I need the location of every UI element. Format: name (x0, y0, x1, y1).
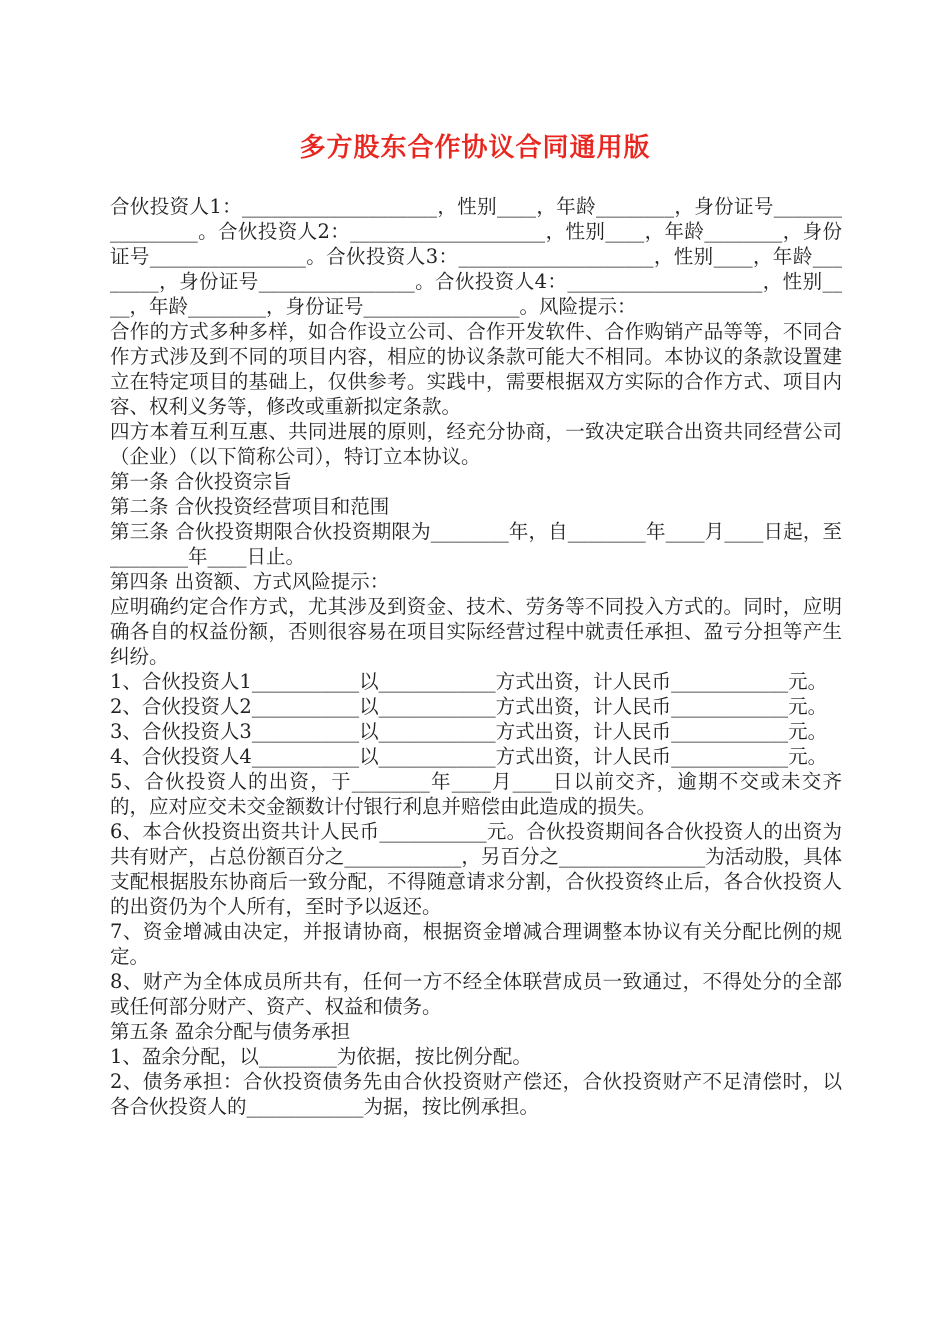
article-4-item-3: 3、合伙投资人3___________以____________方式出资，计人民币____________元。 (110, 720, 828, 743)
article-5-item-2: 2、债务承担：合伙投资债务先由合伙投资财产偿还，合伙投资财产不足清偿时，以各合伙投资人的____________为据，按比例承担。 (110, 1070, 842, 1118)
paragraph-preamble: 四方本着互利互惠、共同进展的原则，经充分协商，一致决定联合出资共同经营公司（企业）（以下简称公司），特订立本协议。 (110, 420, 842, 468)
article-5-item-1: 1、盈余分配，以________为依据，按比例分配。 (110, 1045, 532, 1068)
document-body (110, 194, 842, 1119)
article-4-item-7: 7、资金增减由决定，并报请协商，根据资金增减合理调整本协议有关分配比例的规定。 (110, 920, 842, 968)
paragraph-risk-note: 合作的方式多种多样，如合作设立公司、合作开发软件、合作购销产品等等，不同合作方式涉及到不同的项目内容，相应的协议条款可能大不相同。本协议的条款设置建立在特定项目的基础上，仅供参考。实践中，需要根据双方实际的合作方式、项目内容、权利义务等，修改或重新拟定条款。 (110, 320, 842, 418)
article-4-item-2: 2、合伙投资人2___________以____________方式出资，计人民币____________元。 (110, 695, 828, 718)
article-5-heading: 第五条 盈余分配与债务承担 (110, 1020, 351, 1043)
article-2-heading: 第二条 合伙投资经营项目和范围 (110, 495, 390, 518)
article-4-item-5: 5、合伙投资人的出资，于________年____月____日以前交齐，逾期不交或未交齐的，应对应交未交金额数计付银行利息并赔偿由此造成的损失。 (110, 770, 842, 818)
article-3: 第三条 合伙投资期限合伙投资期限为________年，自________年____月____日起，至________年____日止。 (110, 520, 842, 568)
article-4-item-1: 1、合伙投资人1___________以____________方式出资，计人民币____________元。 (110, 670, 828, 693)
paragraph-partners: 合伙投资人1：____________________，性别____，年龄________，身份证号________________。合伙投资人2：____________________，性别____，年龄________，身份证号________________。合伙投资人3：____________________，性别____，年龄________，身份证号________________。合伙投资人4：____________________，性别____，年龄________，身份证号________________。风险提示： (110, 195, 842, 318)
article-4-heading: 第四条 出资额、方式风险提示： (110, 570, 390, 593)
document-title: 多方股东合作协议合同通用版 (299, 133, 651, 163)
article-4-item-6: 6、本合伙投资出资共计人民币___________元。合伙投资期间各合伙投资人的出资为共有财产，占总份额百分之____________，另百分之_______________为活动股，具体支配根据股东协商后一致分配，不得随意请求分割，合伙投资终止后，各合伙投资人的出资仍为个人所有，至时予以返还。 (110, 820, 842, 918)
article-4-risk-note: 应明确约定合作方式，尤其涉及到资金、技术、劳务等不同投入方式的。同时，应明确各自的权益份额，否则很容易在项目实际经营过程中就责任承担、盈亏分担等产生纠纷。 (110, 595, 842, 668)
article-4-item-4: 4、合伙投资人4___________以____________方式出资，计人民币____________元。 (110, 745, 828, 768)
article-4-item-8: 8、财产为全体成员所共有，任何一方不经全体联营成员一致通过，不得处分的全部或任何部分财产、资产、权益和债务。 (110, 970, 842, 1018)
article-1-heading: 第一条 合伙投资宗旨 (110, 470, 292, 493)
